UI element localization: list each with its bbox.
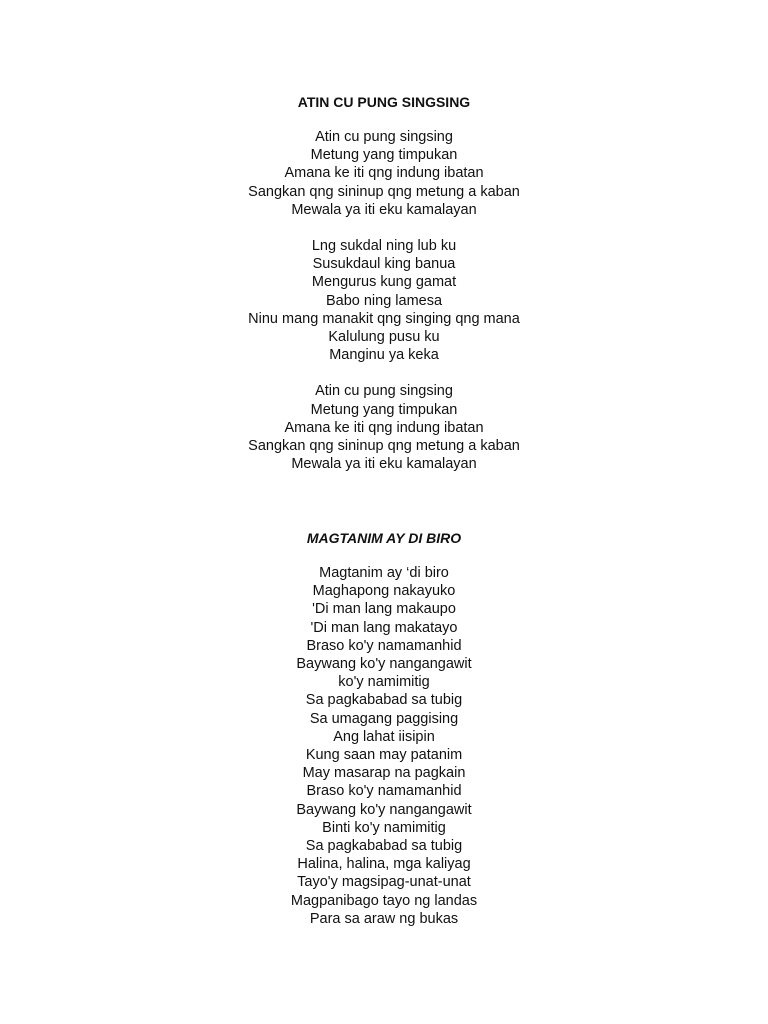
lyric-line: Babo ning lamesa — [325, 292, 443, 309]
lyric-line: Susukdaul king banua — [312, 256, 456, 273]
stanza — [0, 128, 768, 219]
lyric-line: Sa umagang paggising — [309, 710, 459, 727]
lyric-line: Atin cu pung singsing — [315, 383, 453, 400]
lyric-line: May masarap na pagkain — [302, 765, 466, 782]
lyric-line: Sangkan qng sininup qng metung a kaban — [248, 183, 520, 200]
stanza — [0, 382, 768, 473]
lyric-line: 'Di man lang makatayo — [310, 619, 458, 636]
lyric-line: Kalulung pusu ku — [328, 329, 440, 346]
lyric-line: Ang lahat iisipin — [333, 728, 435, 745]
lyric-line: Baywang ko'y nangangawit — [296, 656, 472, 673]
lyric-line: Para sa araw ng bukas — [309, 910, 459, 927]
lyric-line: Binti ko'y namimitig — [322, 819, 446, 836]
lyric-line: Mewala ya iti eku kamalayan — [291, 456, 477, 473]
lyric-line: Maghapong nakayuko — [312, 583, 456, 600]
lyric-line: Braso ko'y namamanhid — [306, 637, 462, 654]
lyric-line: Sa pagkababad sa tubig — [305, 838, 463, 855]
lyric-line: Braso ko'y namamanhid — [306, 783, 462, 800]
lyric-line: Lng sukdal ning lub ku — [311, 238, 457, 255]
song-2 — [0, 528, 768, 946]
lyric-line: Metung yang timpukan — [310, 401, 458, 418]
song-1 — [0, 92, 768, 491]
lyric-line: Amana ke iti qng indung ibatan — [284, 419, 484, 436]
stanza — [0, 564, 768, 928]
lyric-line: Manginu ya keka — [329, 347, 439, 364]
lyric-line: Halina, halina, mga kaliyag — [297, 856, 471, 873]
stanza — [0, 237, 768, 364]
lyric-line: Tayo'y magsipag-unat-unat — [297, 874, 471, 891]
lyric-line: Metung yang timpukan — [310, 147, 458, 164]
lyric-line: Mewala ya iti eku kamalayan — [291, 201, 477, 218]
lyric-line: ko'y namimitig — [338, 674, 430, 691]
lyric-line: Atin cu pung singsing — [315, 129, 453, 145]
lyric-line: 'Di man lang makaupo — [312, 601, 456, 618]
song-title: ATIN CU PUNG SINGSING — [297, 94, 471, 110]
lyric-line: Amana ke iti qng indung ibatan — [284, 165, 484, 182]
lyric-line: Sa pagkababad sa tubig — [305, 692, 463, 709]
lyric-line: Magpanibago tayo ng landas — [290, 892, 478, 909]
lyric-line: Kung saan may patanim — [305, 747, 463, 764]
lyric-line: Magtanim ay ‘di biro — [319, 565, 449, 581]
lyric-line: Sangkan qng sininup qng metung a kaban — [248, 438, 520, 455]
lyric-line: Ninu mang manakit qng singing qng mana — [248, 310, 520, 327]
song-title: MAGTANIM AY DI BIRO — [306, 530, 462, 546]
lyric-line: Mengurus kung gamat — [311, 274, 457, 291]
lyric-line: Baywang ko'y nangangawit — [296, 801, 472, 818]
